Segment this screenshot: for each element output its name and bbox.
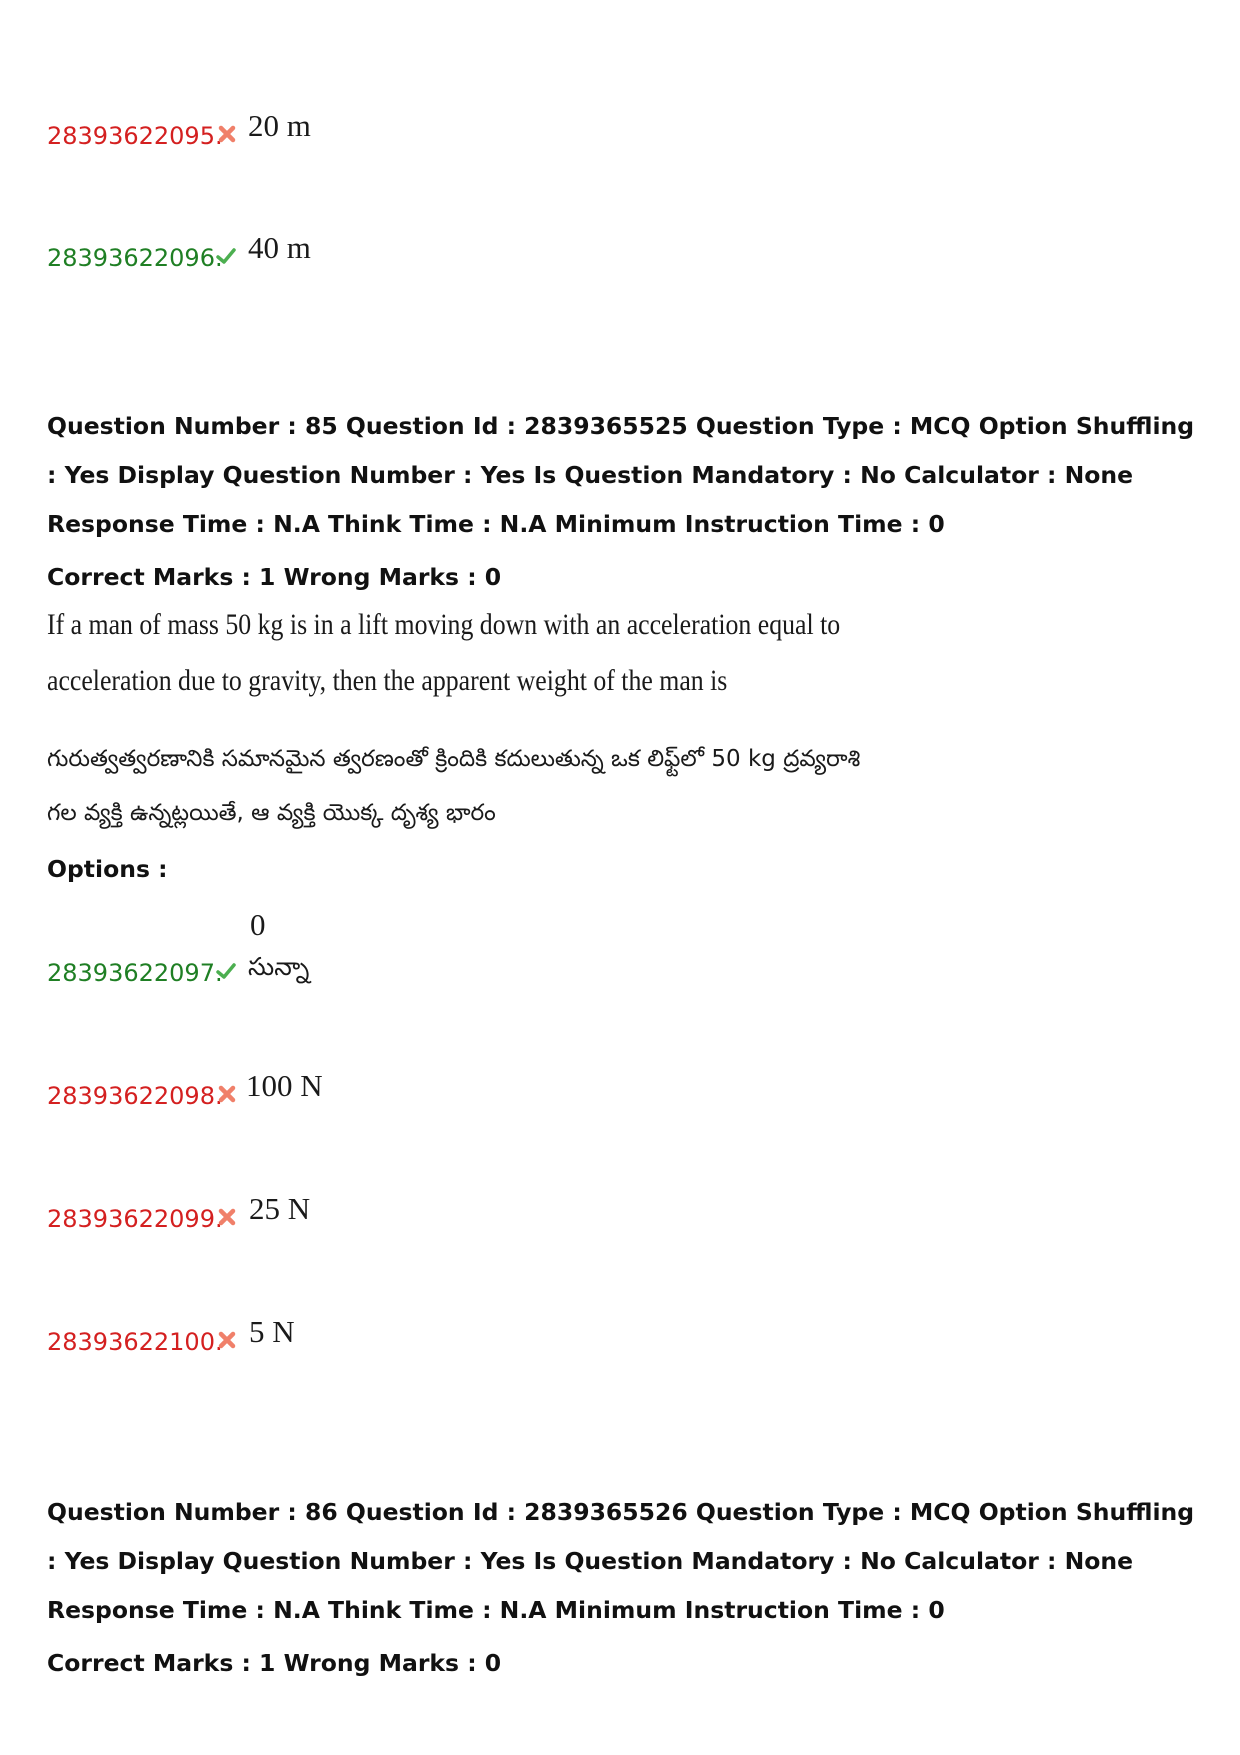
option-id: 28393622097. xyxy=(47,959,223,987)
option-text: 20 m xyxy=(248,108,311,143)
option-id: 28393622098. xyxy=(47,1082,223,1110)
cross-icon xyxy=(217,1330,237,1350)
cross-icon xyxy=(217,1207,237,1227)
option-id: 28393622099. xyxy=(47,1205,223,1233)
option-id: 28393622096. xyxy=(47,244,223,272)
cross-icon xyxy=(217,124,237,144)
option-text: 0 xyxy=(250,907,266,942)
question-text-english: If a man of mass 50 kg is in a lift moving down with an acceleration equal to xyxy=(47,608,841,641)
option-id: 28393622100. xyxy=(47,1328,223,1356)
check-icon xyxy=(216,246,236,266)
cross-icon xyxy=(217,1084,237,1104)
option-text-telugu: సున్నా xyxy=(248,952,310,981)
option-text: 5 N xyxy=(249,1314,295,1349)
check-icon xyxy=(216,961,236,981)
question-text-telugu: గల వ్యక్తి ఉన్నట్లయితే, ఆ వ్యక్తి యొక్క దృశ్య భారం xyxy=(47,800,496,826)
question-text-english: acceleration due to gravity, then the apparent weight of the man is xyxy=(47,664,728,697)
question-marks: Correct Marks : 1 Wrong Marks : 0 xyxy=(47,1649,502,1677)
question-text-telugu: గురుత్వత్వరణానికి సమానమైన త్వరణంతో క్రిందికి కదులుతున్న ఒక లిఫ్ట్‌లో 50 kg ద్రవ్యరాశి xyxy=(47,746,861,772)
option-text: 25 N xyxy=(249,1191,311,1226)
options-label: Options : xyxy=(47,855,168,883)
question-marks: Correct Marks : 1 Wrong Marks : 0 xyxy=(47,563,502,591)
question-meta: Question Number : 86 Question Id : 2839365526 Question Type : MCQ Option Shuffling : Yes Display Question Number : Yes Is Question Mandatory : No Calculator : None Response Time : N.A Think Time : N.A Minimum Instruction Time : 0 xyxy=(47,1498,1195,1624)
option-text: 100 N xyxy=(246,1068,323,1103)
question-meta: Question Number : 85 Question Id : 2839365525 Question Type : MCQ Option Shuffling : Yes Display Question Number : Yes Is Question Mandatory : No Calculator : None Response Time : N.A Think Time : N.A Minimum Instruction Time : 0 xyxy=(47,412,1195,538)
option-id: 28393622095. xyxy=(47,122,223,150)
option-text: 40 m xyxy=(248,230,311,265)
